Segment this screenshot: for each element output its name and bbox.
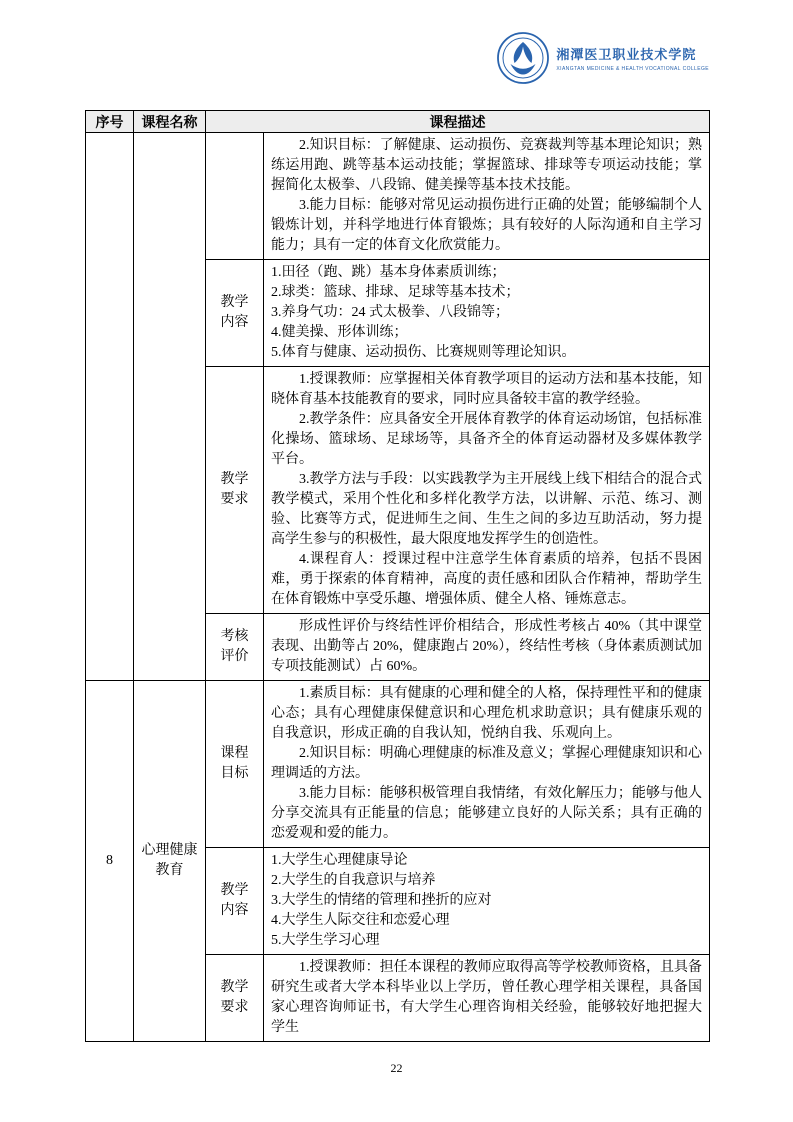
list-line: 4.大学生人际交往和恋爱心理: [271, 913, 450, 928]
paragraph: 2.教学条件：应具备安全开展体育教学的体育运动场馆，包括标准化操场、篮球场、足球场等，具备齐全的体育运动器材及多媒体教学平台。: [271, 412, 702, 467]
paragraph: 2.知识目标：了解健康、运动损伤、竞赛裁判等基本理论知识；熟练运用跑、跳等基本运动技能；掌握篮球、排球等专项运动技能；掌握简化太极拳、八段锦、健美操等基本技术技能。: [271, 138, 702, 193]
table-header-row: [86, 111, 710, 133]
list-line: 2.球类：篮球、排球、足球等基本技术；: [271, 285, 520, 300]
paragraph: 1.授课教师：应掌握相关体育教学项目的运动方法和基本技能，知晓体育基本技能教育的要求，同时应具备较丰富的教学经验。: [271, 372, 702, 407]
paragraph: 1.授课教师：担任本课程的教师应取得高等学校教师资格，且具备研究生或者大学本科毕业以上学历，曾任教心理学相关课程，具备国家心理咨询师证书，有大学生心理咨询相关经验，能够较好地把握大学生: [271, 960, 702, 1035]
page-number: 22: [390, 1061, 403, 1075]
row-content-teaching-content: [264, 260, 710, 367]
row-label-teaching-requirements: 教学要求: [206, 955, 264, 1042]
row-label-assessment-evaluation: 考核评价: [206, 614, 264, 681]
row-label-course-objectives: 课程目标: [206, 681, 264, 848]
list-line: 5.大学生学习心理: [271, 933, 380, 948]
paragraph: 3.教学方法与手段：以实践教学为主开展线上线下相结合的混合式教学模式，采用个性化和多样化教学方法，以讲解、示范、练习、测验、比赛等方式，促进师生之间、生生之间的多边互助活动，努力提高学生参与的积极性，最大限度地发挥学生的创造性。: [271, 472, 702, 547]
paragraph: 4.课程育人：授课过程中注意学生体育素质的培养，包括不畏困难，勇于探索的体育精神，高度的责任感和团队合作精神，帮助学生在体育锻炼中享受乐趣、增强体质、健全人格、锤炼意志。: [271, 552, 702, 607]
list-line: 4.健美操、形体训练；: [271, 325, 408, 340]
list-line: 5.体育与健康、运动损伤、比赛规则等理论知识。: [271, 345, 576, 360]
seq-cell: 8: [86, 681, 134, 1042]
table-row: [86, 133, 710, 260]
page-header: [497, 32, 709, 84]
list-line: 1.大学生心理健康导论: [271, 853, 408, 868]
row-content-objectives-continued: [264, 133, 710, 260]
row-content-teaching-content: [264, 848, 710, 955]
col-header-description: 课程描述: [206, 111, 710, 133]
row-content-teaching-requirements: [264, 367, 710, 614]
row-content-assessment-evaluation: [264, 614, 710, 681]
paragraph: 2.知识目标：明确心理健康的标准及意义；掌握心理健康知识和心理调适的方法。: [271, 746, 702, 781]
list-line: 3.大学生的情绪的管理和挫折的应对: [271, 893, 492, 908]
college-emblem-icon: [497, 32, 549, 84]
seq-cell: [86, 133, 134, 681]
row-label-teaching-content: 教学内容: [206, 260, 264, 367]
row-label-teaching-content: 教学内容: [206, 848, 264, 955]
course-name-cell: [134, 681, 206, 1042]
course-name-text: 心理健康教育: [141, 843, 198, 878]
course-name-cell: [134, 133, 206, 681]
row-label-empty: [206, 133, 264, 260]
list-line: 2.大学生的自我意识与培养: [271, 873, 436, 888]
list-line: 1.田径（跑、跳）基本身体素质训练；: [271, 265, 506, 280]
list-line: 3.养身气功：24 式太极拳、八段锦等；: [271, 305, 509, 320]
college-name-en: XIANGTAN MEDICINE & HEALTH VOCATIONAL COLLEGE: [556, 66, 709, 72]
col-header-course-name: 课程名称: [134, 111, 206, 133]
paragraph: 1.素质目标：具有健康的心理和健全的人格，保持理性平和的健康心态；具有心理健康保健意识和心理危机求助意识；具有健康乐观的自我意识，形成正确的自我认知，悦纳自我、乐观向上。: [271, 686, 702, 741]
college-name-cn: 湘潭医卫职业技术学院: [556, 47, 697, 62]
paragraph: 3.能力目标：能够对常见运动损伤进行正确的处置；能够编制个人锻炼计划，并科学地进行体育锻炼；具有较好的人际沟通和自主学习能力；具有一定的体育文化欣赏能力。: [271, 198, 702, 253]
row-content-teaching-requirements: [264, 955, 710, 1042]
paragraph: 3.能力目标：能够积极管理自我情绪，有效化解压力；能够与他人分享交流具有正能量的信息；能够建立良好的人际关系；具有正确的恋爱观和爱的能力。: [271, 786, 702, 841]
college-name-block: [556, 44, 709, 72]
table-row: [86, 681, 710, 848]
row-label-teaching-requirements: 教学要求: [206, 367, 264, 614]
row-content-course-objectives: [264, 681, 710, 848]
col-header-seq: 序号: [86, 111, 134, 133]
paragraph: 形成性评价与终结性评价相结合，形成性考核占 40%（其中课堂表现、出勤等占 20%，健康跑占 20%），终结性考核（身体素质测试加专项技能测试）占 60%。: [271, 619, 702, 674]
course-table: [85, 110, 710, 1042]
